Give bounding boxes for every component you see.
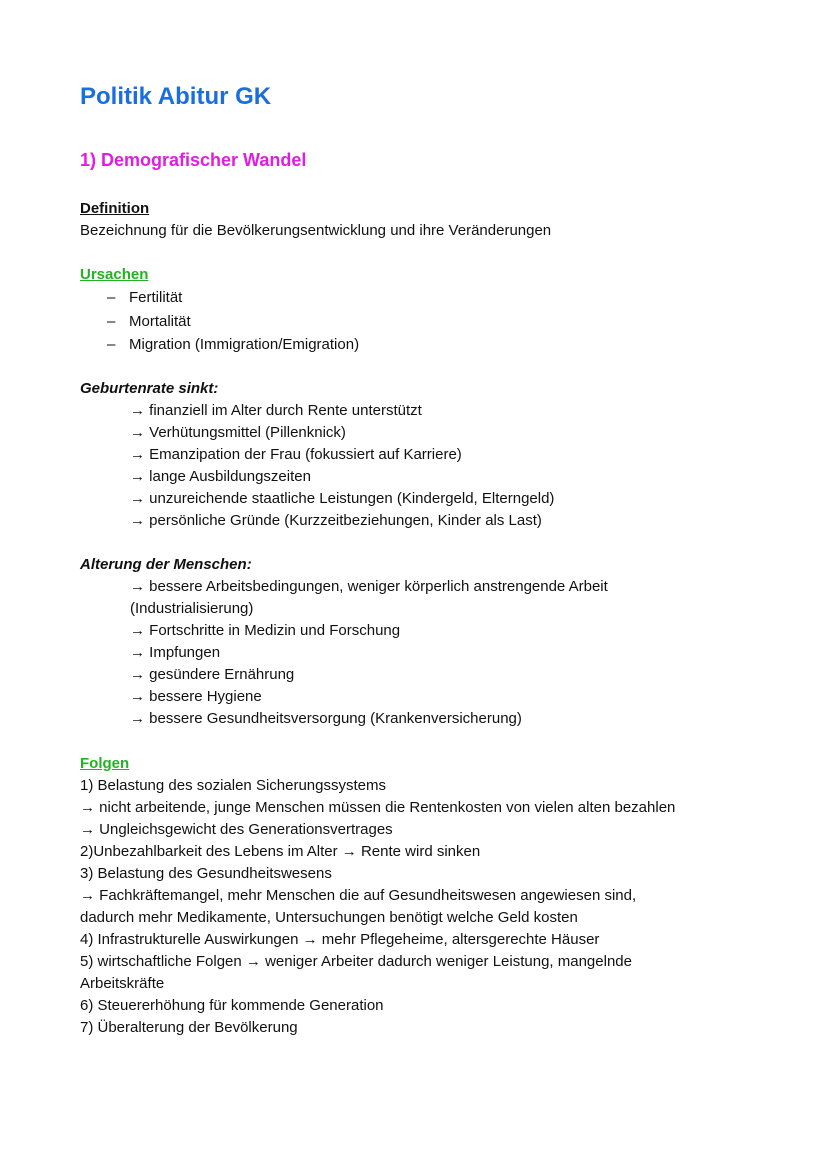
list-item: → Verhütungsmittel (Pillenknick) (130, 424, 346, 441)
document-title: Politik Abitur GK (80, 83, 272, 110)
ursachen-label: Ursachen (80, 266, 149, 283)
folgen-line: 6) Steuererhöhung für kommende Generation (80, 997, 384, 1014)
list-item: (Industrialisierung) (130, 600, 254, 617)
folgen-line: dadurch mehr Medikamente, Untersuchungen benötigt welche Geld kosten (80, 909, 578, 926)
folgen-line: → nicht arbeitende, junge Menschen müssen die Rentenkosten von vielen alten bezahlen (80, 799, 676, 816)
list-item: → gesündere Ernährung (130, 666, 295, 683)
list-item-text: Fertilität (129, 289, 183, 306)
list-item (80, 333, 788, 357)
list-item-text: Mortalität (129, 312, 191, 330)
alterung-section (80, 554, 788, 730)
list-item: → finanziell im Alter durch Rente unterstützt (130, 402, 422, 419)
list-item (80, 310, 788, 334)
dash-bullet: – (107, 289, 116, 306)
folgen-label: Folgen (80, 755, 130, 772)
definition-text: Bezeichnung für die Bevölkerungsentwicklung und ihre Veränderungen (80, 222, 552, 239)
list-item: → lange Ausbildungszeiten (130, 468, 311, 485)
folgen-line: 7) Überalterung der Bevölkerung (80, 1019, 298, 1036)
list-item (80, 286, 788, 310)
list-item: → unzureichende staatliche Leistungen (Kindergeld, Elterngeld) (130, 490, 555, 507)
definition-label: Definition (80, 200, 150, 217)
folgen-line: 5) wirtschaftliche Folgen → weniger Arbeiter dadurch weniger Leistung, mangelnde (80, 953, 632, 970)
folgen-line: Arbeitskräfte (80, 975, 165, 992)
folgen-line: → Fachkräftemangel, mehr Menschen die auf Gesundheitswesen angewiesen sind, (80, 887, 637, 904)
list-item: → persönliche Gründe (Kurzzeitbeziehungen, Kinder als Last) (130, 512, 542, 529)
folgen-line: 1) Belastung des sozialen Sicherungssystems (80, 777, 386, 794)
list-item: → bessere Hygiene (130, 688, 262, 705)
folgen-line: 3) Belastung des Gesundheitswesens (80, 865, 332, 882)
section-heading-block (80, 148, 788, 172)
list-item: → Impfungen (130, 644, 221, 661)
list-item: → Emanzipation der Frau (fokussiert auf Karriere) (130, 446, 462, 463)
folgen-line: 2)Unbezahlbarkeit des Lebens im Alter → Rente wird sinken (80, 843, 481, 860)
section-heading: 1) Demografischer Wandel (80, 150, 307, 170)
document-title-block (80, 82, 788, 112)
folgen-line: → Ungleichsgewicht des Generationsvertrages (80, 821, 393, 838)
folgen-line: 4) Infrastrukturelle Auswirkungen → mehr Pflegeheime, altersgerechte Häuser (80, 931, 600, 948)
ursachen-section (80, 264, 788, 357)
definition-section (80, 198, 788, 242)
list-item: → bessere Arbeitsbedingungen, weniger körperlich anstrengende Arbeit (130, 578, 608, 595)
list-item: → bessere Gesundheitsversorgung (Krankenversicherung) (130, 710, 522, 727)
list-item-text: Migration (Immigration/Emigration) (129, 336, 360, 353)
alterung-label: Alterung der Menschen: (80, 556, 252, 573)
dash-bullet: – (107, 312, 116, 330)
folgen-section (80, 753, 788, 1039)
list-item: → Fortschritte in Medizin und Forschung (130, 622, 401, 639)
geburtenrate-label: Geburtenrate sinkt: (80, 380, 219, 397)
geburtenrate-section (80, 378, 788, 532)
dash-bullet: – (107, 336, 116, 353)
